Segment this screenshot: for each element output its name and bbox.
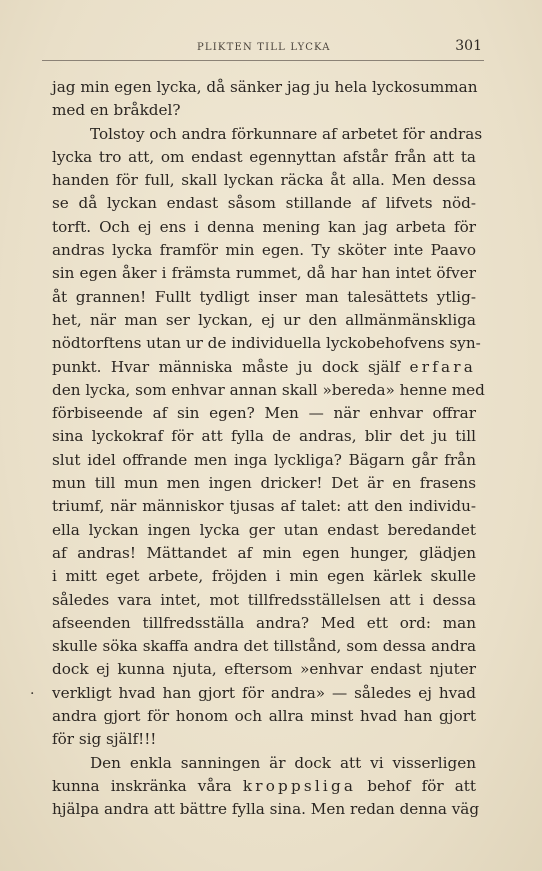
margin-mark: . bbox=[30, 682, 35, 698]
text-line: förbiseende af sin egen? Men — när enhvar offrar bbox=[52, 404, 476, 423]
text-line: den lycka, som enhvar annan skall »bereda» henne med bbox=[52, 380, 485, 399]
text-line: het, när man ser lyckan, ej ur den allmänmänskliga bbox=[52, 310, 476, 329]
text-line: jag min egen lycka, då sänker jag ju hela lyckosumman bbox=[52, 78, 478, 96]
text-line: afseenden tillfredsställa andra? Med ett ord: man bbox=[52, 613, 476, 632]
paragraph-start-line: Den enkla sanningen är dock att vi visserligen bbox=[90, 753, 476, 772]
body-text bbox=[52, 76, 485, 822]
page-number: 301 bbox=[455, 38, 482, 54]
line-text: punkt. Hvar människa måste ju dock själf bbox=[52, 357, 401, 376]
running-head: PLIKTEN TILL LYCKA bbox=[197, 42, 331, 53]
text-line: ella lyckan ingen lycka ger utan endast beredandet bbox=[52, 520, 476, 539]
text-line-with-spaced-word bbox=[52, 356, 476, 379]
text-line: af andras! Mättandet af min egen hunger, glädjen bbox=[52, 543, 476, 562]
page-header bbox=[42, 38, 484, 61]
text-line: handen för full, skall lyckan räcka åt alla. Men dessa bbox=[52, 171, 476, 190]
spaced-word-erfara: erfara bbox=[409, 357, 476, 376]
text-line: skulle söka skaffa andra det tillstånd, som dessa andra bbox=[52, 637, 476, 656]
line-text: kunna inskränka våra bbox=[52, 776, 232, 795]
text-line: sin egen åker i främsta rummet, då har han intet öfver bbox=[52, 264, 476, 283]
text-line: åt grannen! Fullt tydligt inser man talesättets ytlig- bbox=[52, 287, 476, 306]
line-text: behof för att bbox=[367, 776, 476, 795]
text-line: dock ej kunna njuta, eftersom »enhvar endast njuter bbox=[52, 660, 476, 679]
text-line: således vara intet, mot tillfredsställelsen att i dessa bbox=[52, 590, 476, 609]
text-line: se då lyckan endast såsom stillande af lifvets nöd- bbox=[52, 194, 476, 213]
text-line: för sig själf!!! bbox=[52, 730, 157, 749]
paragraph-start-line: Tolstoy och andra förkunnare af arbetet för andras bbox=[90, 124, 483, 143]
text-line: slut idel offrande men inga lyckliga? Bägarn går från bbox=[52, 450, 476, 469]
text-line: sina lyckokraf för att fylla de andras, blir det ju till bbox=[52, 427, 476, 446]
text-line: andra gjort för honom och allra minst hvad han gjort bbox=[52, 707, 476, 726]
text-line-with-spaced-word bbox=[52, 775, 476, 798]
text-line: nödtorftens utan ur de individuella lyckobehofvens syn- bbox=[52, 334, 481, 353]
text-line: i mitt eget arbete, fröjden i min egen kärlek skulle bbox=[52, 567, 476, 586]
text-line: andras lycka framför min egen. Ty sköter inte Paavo bbox=[52, 241, 476, 260]
text-line: triumf, när människor tjusas af talet: att den individu- bbox=[52, 497, 476, 516]
text-line: mun till mun men ingen dricker! Det är en frasens bbox=[52, 474, 476, 493]
text-line: med en bråkdel? bbox=[52, 101, 181, 120]
text-line: torft. Och ej ens i denna mening kan jag arbeta för bbox=[52, 217, 476, 236]
text-line: lycka tro att, om endast egennyttan afstår från att ta bbox=[52, 147, 476, 166]
text-line: hjälpa andra att bättre fylla sina. Men redan denna väg bbox=[52, 800, 480, 819]
text-line: verkligt hvad han gjort för andra» — således ej hvad bbox=[52, 683, 476, 702]
spaced-word-kroppsliga: kroppsliga bbox=[242, 776, 357, 795]
